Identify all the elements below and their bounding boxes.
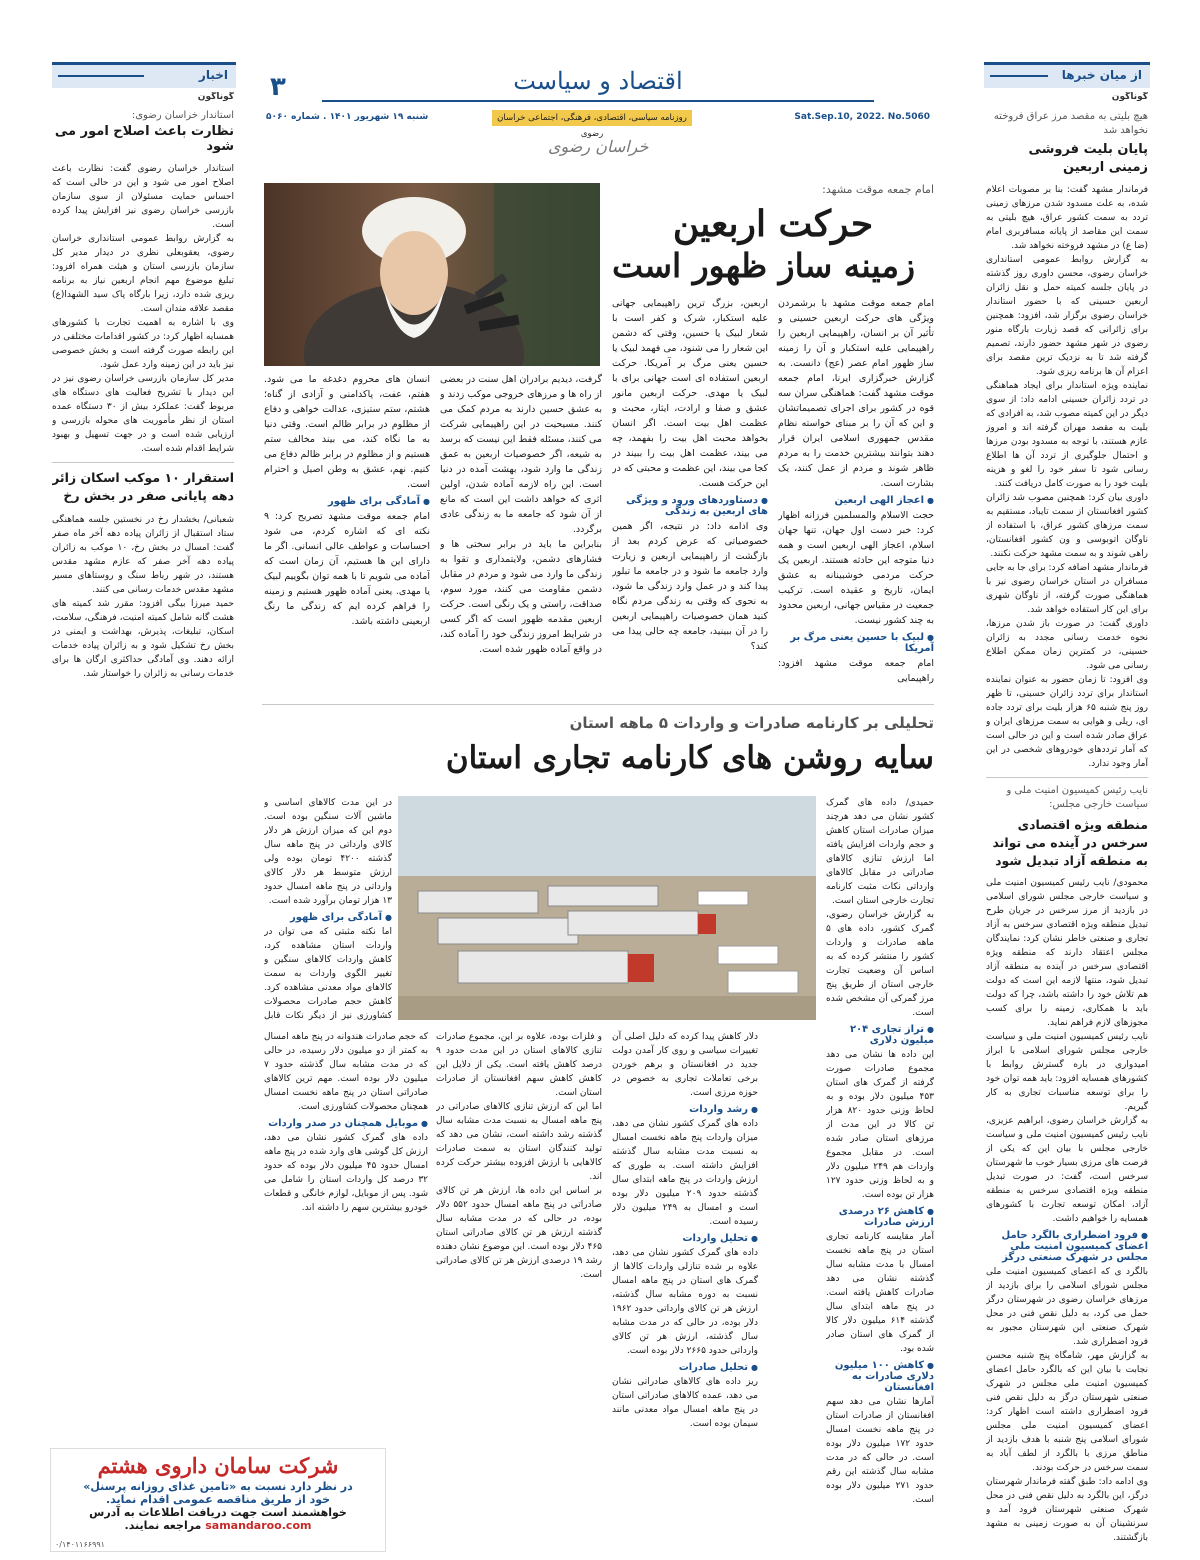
paragraph: وی ادامه داد: در نتیجه، اگر همین خصوصیاتی که عرض کردم بعد از بازگشت از راهپیمایی اربعین و زیارت وارد جامعه ما شود و در جامعه ما تبلور پیدا کند و در عمل وارد زندگی ما شود، به نحوی که وقتی به زندگی مردم نگاه کنید همان خصوصیات راهپیمایی اربعین را در آن ببینید، جامعه چه حالی پیدا می کند؟ xyxy=(612,521,768,652)
divider xyxy=(986,777,1148,778)
paragraph: حمید میرزا بیگی افزود: مقرر شد کمیته های هشت گانه شامل کمیته امنیت، فرهنگی، سلامت، اسکان، تبلیغات، پذیرش، بهداشت و ایمنی در بخش رخ تشکیل شود و به زائران پیاده خدمات ارائه دهند. وی آمادگی حداکثری ارگان ها برای خدمات رسانی به زائران را خواستار شد. xyxy=(52,599,234,679)
subheading: ● لبیک با حسین یعنی مرگ بر آمریکا xyxy=(778,632,934,654)
right-column xyxy=(986,92,1148,1542)
feature-col-5 xyxy=(264,796,392,1022)
header-rule xyxy=(990,75,1048,77)
right-column-header xyxy=(984,62,1150,88)
paragraph: محمودی/ نایب رئیس کمیسیون امنیت ملی و سیاست خارجی مجلس شورای اسلامی در بازدید از مرز سرخس در جریان طرح تبدیل منطقه ویژه اقتصادی سرخس به آزاد تجاری و صنعتی خاطر نشان کرد: نمایندگان مجلس اعتقاد دارند که منطقه ویژه اقتصادی سرخس در آینده به منطقه آزاد تبدیل شود، منتها لازمه این است که دولت هم تلاش خود را داشته باشد، چرا که دولت باید با همکاری، زمینه را برای کسب مجوزهای لازم فراهم نماید. xyxy=(986,878,1148,1028)
trucks-photo xyxy=(398,796,816,1020)
paper-logo: خراسان رضوی xyxy=(548,137,649,156)
paragraph: به گزارش مهر، شامگاه پنج شنبه محسن نجابت با بیان این که بالگرد حامل اعضای کمیسیون امنیت ملی مجلس در شهرک صنعتی شهرستان درگز به دلیل نقص فنی فرود اضطراری داشته است اظهار کرد: اعضای کمیسیون امنیت ملی مجلس شورای اسلامی پنج شنبه با هدف بازدید از مناطق مرزی با بالگرد از لطف آباد به سمت سرخس در حرکت بودند. xyxy=(986,1351,1148,1473)
paragraph: بنابراین ما باید در برابر سختی ها و فشارهای دشمن، ولایتمداری و تقوا به زندگی ما وارد می شود و مردم در مقابل دشمن مقاومت می کنند، مورد سوم، صداقت، راستی و یک رنگی است. حرکت اربعین مقدمه ظهور است که اگر کسی در شرایط امروز زندگی خود را آماده کند، در واقع آماده ظهور شده است. xyxy=(440,539,602,655)
paragraph: استاندار خراسان رضوی گفت: نظارت باعث اصلاح امور می شود و این در حالی است که احساس حمایت مسئولان از سوی سازمان بازرسی خراسان رضوی نیز افزایش پیدا کرده است. xyxy=(52,164,234,230)
date-en: Sat.Sep.10, 2022. No.5060 xyxy=(794,112,930,122)
paragraph: دلار کاهش پیدا کرده که دلیل اصلی آن تغییرات سیاسی و روی کار آمدن دولت جدید در افغانستان و برهم خوردن برخی تعاملات تجاری به خصوص در حوزه مرزی است. xyxy=(612,1032,758,1098)
story-kicker: استاندار خراسان رضوی: xyxy=(131,110,234,121)
paragraph: این داده ها نشان می دهد مجموع صادرات صورت گرفته از گمرک های استان ۴۵۳ میلیون دلار بوده و به لحاظ وزنی حدود ۸۲۰ هزار تن کالا در این مدت از مرزهای استان صادر شده است. در مقابل مجموع واردات هم ۲۴۹ میلیون دلار و به لحاظ وزنی حدود ۱۲۷ هزار تن بوده است. xyxy=(826,1050,934,1200)
cleric-photo xyxy=(264,183,600,366)
paragraph: فرماندار مشهد گفت: بنا بر مصوبات اعلام شده، به علت مسدود شدن مرزهای زمینی تردد به سمت کشور عراق، هیچ بلیتی به سمت این مقاصد از پایانه مسافربری امام (ضا ع) در مشهد فروخته نخواهد شد. xyxy=(986,185,1148,251)
paragraph: داده های گمرک کشور نشان می دهد، علاوه بر شده تنازلی واردات کالاها از گمرک های استان در پنج ماهه امسال نسبت به دوره مشابه سال گذشته، ارزش هر تن کالای وارداتی حدود ۱۹۶۲ دلار بوده، در حالی که در مدت مشابه سال گذشته، ارزش هر تن کالای وارداتی حدود ۲۶۶۵ دلار بوده است. xyxy=(612,1248,758,1356)
paragraph: فرماندار مشهد اضافه کرد: برای جا به جایی مسافران در استان خراسان رضوی نیز با هماهنگی صورت گرفته، از ناوگان شهری برای این کار استفاده خواهد شد. xyxy=(986,563,1148,615)
story-kicker: نایب رئیس کمیسیون امنیت ملی و سیاست خارجی مجلس: xyxy=(1006,785,1148,810)
subheading: ● آمادگی برای ظهور xyxy=(264,912,392,923)
feature-headline: سایه روشن های کارنامه تجاری استان xyxy=(445,740,934,776)
ad-url[interactable]: samandaroo.com xyxy=(205,1519,312,1532)
lead-col-3 xyxy=(440,372,602,696)
subheading: ● تحلیل واردات xyxy=(612,1233,758,1244)
ad-line: خود از طریق مناقصه عمومی اقدام نماید. xyxy=(105,1493,331,1506)
cleric-photo-graphic xyxy=(264,183,600,366)
feature-col-2 xyxy=(612,1030,758,1530)
right-section-label: از میان خبرها xyxy=(1061,68,1142,82)
left-column-header xyxy=(52,62,236,88)
story-headline: نظارت باعث اصلاح امور می شود xyxy=(54,124,234,154)
paragraph: نماینده ویژه استاندار برای ایجاد هماهنگی در تردد زائران حسینی ادامه داد: از سوی دیگر در این کمیته مصوب شد، به افرادی که بلیت به مقصد مهران گرفته اند و امروز عازم هستند، با توجه به مسدود بودن مرزها و احتمال جلوگیری از تردد آن ها اطلاع رسانی شود تا سفر خود را لغو و هزینه بلیت خود را به صورت کامل دریافت کنند. xyxy=(986,381,1148,489)
ad-line: در نظر دارد نسبت به «تامین غذای روزانه پرسنل» xyxy=(83,1480,353,1493)
subheading: ● اعجاز الهی اربعین xyxy=(778,495,934,506)
story-headline: پایان بلیت فروشی زمینی اربعین xyxy=(1028,142,1148,175)
subheading: ● دستاوردهای ورود و ویژگی های اربعین به زندگی xyxy=(612,495,768,517)
subheading: ● فرود اضطراری بالگرد حامل اعضای کمیسیون امنیت ملی مجلس در شهرک صنعتی درگز xyxy=(986,1230,1148,1263)
paragraph: امام جمعه موقت مشهد با برشمردن ویژگی های حرکت اربعین حسینی و تأثیر آن بر انسان، راهپیمایی اربعین را راهپیمایی علیه استکبار و آن را زمینه ساز ظهور امام عصر (عج) دانست. به گزارش خبرگزاری ایرنا، امام جمعه موقت مشهد گفت: هماهنگی سران سه قوه در کشور برای اجرای تصمیماتشان و این که آن را بر مبنای خواسته نظام مقدس جمهوری اسلامی ایران قرار دهند بتوانند بیشترین خدمت را به مردم ظاهر شوند و مردم از عمل کنند، یک بشارت است. xyxy=(778,298,934,489)
ad-line: مراجعه نمایند. xyxy=(124,1519,202,1532)
lead-headline-2: زمینه ساز ظهور است xyxy=(612,246,916,285)
paragraph: مدیر کل سازمان بازرسی خراسان رضوی نیز در این دیدار با تشریح فعالیت های دستگاه های مربوط گفت: عملکرد بیش از ۳۰ دستگاه عمده استان از نظر مأموریت های محوله بازرسی و ارزیابی شده است و در جهت تسهیل و بهبود شرایط اقدام شده است. xyxy=(52,374,234,454)
subheading: ● کاهش ۱۰۰ میلیون دلاری صادرات به افغانستان xyxy=(826,1360,934,1393)
paragraph: اربعین، بزرگ ترین راهپیمایی جهانی علیه استکبار، شرک و کفر است با شعار لبیک یا حسین، وقتی که دشمن این شعار را می شنود، می فهمد لبیک یا حسین یعنی مرگ بر آمریکا. حرکت اربعین استفاده ای است جهانی برای با لبیک یا مهدی. حرکت اربعین مانور عشق و صفا و ارادت، ایثار، محبت و عظمت اهل بیت است. اگر انسان بخواهد محبت اهل بیت را بفهمد، چه می بیند، عظمت اهل بیت را ببیند در کجا می بیند، این عظمت و محبتی که در این حرکت هست. xyxy=(612,298,768,489)
paragraph: به گزارش خراسان رضوی، گمرک کشور، داده های ۵ ماهه صادرات و واردات کشور را منتشر کرده که به اساس آن وضعیت تجارت خارجی استان از طریق پنج مرز گمرکی آن مشخص شده است. xyxy=(826,910,934,1018)
section-title: اقتصاد و سیاست xyxy=(322,62,874,102)
feature-col-3 xyxy=(436,1030,602,1530)
paragraph: به گزارش روابط عمومی استانداری خراسان رضوی، یعقوبعلی نظری در دیدار مدیر کل سازمان بازرسی استان و هیئت همراه افزود: تبلیغ موضوع مهم انجام اربعین نیاز به برنامه ریزی شده دارد، زیرا بارگاه پاک سید الشهدا(ع) مقصد علاقه مندان است. xyxy=(52,234,234,314)
paragraph: حمیدی/ داده های گمرک کشور نشان می دهد هرچند میزان صادرات استان کاهش و حجم واردات افزایش یافته اما ارزش تنازی کالاهای صادراتی در مقابل کالاهای وارداتی نکات مثبت کارنامه تجارت خارجی استان است. xyxy=(826,798,934,906)
left-section-label: اخبار xyxy=(198,68,228,82)
story-headline: استقرار ۱۰ موکب اسکان زائر دهه پایانی صفر در بخش رخ xyxy=(52,470,234,503)
masthead xyxy=(262,62,934,139)
paragraph: بالگرد ی که اعضای کمیسیون امنیت ملی مجلس شورای اسلامی را برای بازدید از مرزهای خراسان رضوی در شهرستان درگز حمل می کرد، به دلیل نقص فنی در محل شهرک صنعتی این شهرستان مجبور به فرود اضطراری شد. xyxy=(986,1267,1148,1347)
paragraph: اما این که ارزش تنازی کالاهای صادراتی در پنج ماهه امسال به نسبت مدت مشابه سال گذشته رشد داشته است، نشان می دهد که تولید کنندگان استان به سمت صادرات کالاهایی با ارزش افزوده بیشتر حرکت کرده اند. xyxy=(436,1102,602,1182)
page-number: ۳ xyxy=(270,72,286,102)
paragraph: ریز داده های کالاهای صادراتی نشان می دهد، عمده کالاهای صادراتی استان در پنج ماهه امسال مواد معدنی مانند سیمان بوده است. xyxy=(612,1377,758,1429)
paragraph: وی با اشاره به اهمیت تجارت با کشورهای همسایه اظهار کرد: در کشور اقدامات مختلفی در این رابطه صورت گرفته است و بخش خصوصی نیز باید در این زمینه وارد عمل شود. xyxy=(52,318,234,370)
paragraph: امام جمعه موقت مشهد افزود: راهپیمایی xyxy=(778,658,934,684)
subheading: ● رشد واردات xyxy=(612,1104,758,1115)
ad-line: خواهشمند است جهت دریافت اطلاعات به آدرس xyxy=(89,1506,347,1519)
ad-title: شرکت سامان داروی هشتم xyxy=(97,1453,339,1478)
feature-col-4 xyxy=(264,1030,428,1440)
paragraph: نایب رئیس کمیسیون امنیت ملی و سیاست خارجی مجلس شورای اسلامی با ابراز امیدواری در باره گسترش روابط با کشورهای همسایه افزود: باید همه توان خود را برای توسعه مناسبات تجاری به کار گیریم. xyxy=(986,1032,1148,1112)
paragraph: داده های گمرک کشور نشان می دهد، ارزش کل گوشی های وارد شده در پنج ماهه امسال حدود ۴۵ میلیون دلار بوده که حدود ۳۲ درصد کل واردات استان را شامل می شود. پس از موبایل، لوازم خانگی و قطعات خودرو بیشترین سهم را داشته اند. xyxy=(264,1133,428,1213)
feature-col-1 xyxy=(826,796,934,1530)
subheading: ● تراز تجاری ۲۰۴ میلیون دلاری xyxy=(826,1024,934,1046)
paragraph: به گزارش روابط عمومی استانداری خراسان رضوی، محسن داوری روز گذشته در پایان جلسه کمیته حمل و نقل زائران اربعین حسینی که با حضور استاندار خراسان رضوی برگزار شد، افزود: همچنین برای زائرانی که قصد زیارت بارگاه منور رضوی در شهر مشهد حضور دارند، تصمیم گرفته شد تا به نزدیک ترین مقصد برای اعزام آن ها برنامه ریزی شود. xyxy=(986,255,1148,377)
right-column-tag: گوناگون xyxy=(1111,92,1148,102)
paragraph: داوری بیان کرد: همچنین مصوب شد زائران کشور افغانستان از سمت تایباد، مستقیم به سمت مرزهای کشور عراق، با استفاده از ناوگان اتوبوسی و ون کشور افغانستان، راهی شوند و به سمت مشهد حرکت نکنند. xyxy=(986,493,1148,559)
lead-col-4 xyxy=(264,372,430,696)
header-rule xyxy=(58,75,144,77)
subheading: ● تحلیل صادرات xyxy=(612,1362,758,1373)
paragraph: بر اساس این داده ها، ارزش هر تن کالای صادراتی در پنج ماهه امسال حدود ۵۵۲ دلار بوده، در حالی که در مدت مشابه سال گذشته ارزش هر تن کالای صادراتی استان ۴۶۵ دلار بوده است. این موضوع نشان دهنده رشد ۱۹ درصدی ارزش هر تن کالای صادراتی است. xyxy=(436,1186,602,1280)
paragraph: وی ادامه داد: طبق گفته فرماندار شهرستان درگز، این بالگرد به دلیل نقص فنی در محل شهرک صنعتی شهرستان فرود آمد و سرنشینان آن به صورت زمینی به مشهد بازگشتند. xyxy=(986,1477,1148,1542)
date-fa: شنبه ۱۹ شهریور ۱۴۰۱ . شماره ۵۰۶۰ xyxy=(266,112,429,122)
lead-col-1 xyxy=(778,296,934,696)
ad-code: ۰/۱۴۰۱۱۶۶۹۹۱ xyxy=(55,1540,105,1549)
ad-url-line xyxy=(51,1519,385,1532)
subheading: ● آمادگی برای ظهور xyxy=(264,496,430,507)
advertisement xyxy=(50,1448,386,1552)
paragraph: آمار مقایسه کارنامه تجاری استان در پنج ماهه نخست امسال با مدت مشابه سال گذشته نشان می دهد صادرات کاهش یافته است. در پنج ماهه ابتدای سال گذشته ۶۱۴ میلیون دلار کالا از گمرک های استان صادر شده بود. xyxy=(826,1232,934,1354)
paragraph: حجت الاسلام والمسلمین فرزانه اظهار کرد: خبر دست اول جهان، تنها جهان اسلام، اعجاز الهی اربعین است و همه دنیا متوجه این حادثه هستند. اربعین یک حرکت مردمی خوشبینانه به عشق ایمان، تاریخ و عقیده است. ترکیب جمعیت در مقیاس جهانی، اربعین محدود به چند کشور نیست. xyxy=(778,510,934,626)
paragraph: شعبانی/ بخشدار رخ در نخستین جلسه هماهنگی ستاد استقبال از زائران پیاده دهه آخر ماه صفر گفت: امسال در بخش رخ، ۱۰ موکب به زائران پیاده دهه آخر صفر که عازم مشهد مقدس هستند، در شهر رباط سنگ و روستاهای مسیر مشهد مقدس خدمات رسانی می کنند. xyxy=(52,515,234,595)
divider xyxy=(52,462,234,463)
paragraph: به گزارش خراسان رضوی، ابراهیم عزیزی، نایب رئیس کمیسیون امنیت ملی و سیاست خارجی مجلس با بیان این که یکی از فرصت های مرزی بسیار خوب ما شهرستان سرخس است، گفت: در صورت تبدیل منطقه ویژه اقتصادی سرخس به منطقه آزاد، امکان توسعه تجارت با کشورهای همسایه را خواهیم داشت. xyxy=(986,1116,1148,1224)
lead-headline-1: حرکت اربعین xyxy=(672,203,874,245)
trucks-photo-graphic xyxy=(398,796,816,1020)
paragraph: اما نکته مثبتی که می توان در واردات استان مشاهده کرد، کاهش واردات کالاهای سنگین و تغییر الگوی واردات به سمت کالاهای مواد معدنی مشاهده کرد. کاهش حجم صادرات محصولات کشاورزی نیز از دیگر نکات قابل xyxy=(264,927,392,1021)
paragraph: داده های گمرک کشور نشان می دهد، میزان واردات پنج ماهه نخست امسال به نسبت مدت مشابه سال گذشته افزایش داشته است. به طوری که ارزش واردات در پنج ماهه ابتدای سال گذشته حدود ۲۰۹ میلیون دلار بوده است و امسال به ۲۴۹ میلیون دلار رسیده است. xyxy=(612,1119,758,1227)
paragraph: آمارها نشان می دهد سهم افغانستان از صادرات استان در پنج ماهه نخست امسال حدود ۱۷۲ میلیون دلار بوده است. در حالی که در مدت مشابه سال گذشته این رقم حدود ۲۷۱ میلیون دلار بوده است. xyxy=(826,1397,934,1505)
lead-headline-block xyxy=(612,183,934,291)
paragraph: در این مدت کالاهای اساسی و ماشین آلات سنگین بوده است. دوم این که میزان ارزش هر دلار کالای وارداتی در پنج ماهه سال گذشته ۴۲۰۰ تومان بوده ولی ارزش متوسط هر دلار کالای وارداتی در پنج ماهه امسال حدود ۱۳ هزار تومان برآورد شده است. xyxy=(264,798,392,906)
lead-col-2 xyxy=(612,296,768,696)
paper-subtitle: روزنامه سیاسی، اقتصادی، فرهنگی، اجتماعی خراسان رضوی xyxy=(492,110,692,126)
paragraph: امام جمعه موقت مشهد تصریح کرد: ۹ نکته ای که اشاره کردم، می شود احساسات و عواطف عالی انسانی. اگر ما دارای این ها هستیم، آن زمان است که آماده می شویم تا با همه توان بگوییم لبیک یا مهدی. یعنی آماده ظهور هستیم و زمینه را فراهم کرده ایم که زندگی ما رنگ اربعینی داشته باشد. xyxy=(264,511,430,627)
paragraph: و فلزات بوده، علاوه بر این، مجموع صادرات تنازی کالاهای استان در این مدت حدود ۹ درصد کاهش یافته است. یکی از دلایل این کاهش کاهش سهم افغانستان از صادرات استان است. xyxy=(436,1032,602,1098)
paragraph: وی افزود: تا زمان حضور به عنوان نماینده استاندار برای تردد زائران حسینی، تا ظهر روز پنج شنبه ۶۵ هزار بلیت برای تردد جاده ای، ریلی و هوایی به سمت مرزهای ایران و عراق صادر شده است و این در حالی است که آمار ترددهای خودروهای شخصی در این آمار وجود ندارد. xyxy=(986,675,1148,769)
paragraph: داوری گفت: در صورت باز شدن مرزها، نحوه خدمت رسانی مجدد به زائران حسینی، در کمترین زمان ممکن اطلاع رسانی می شود. xyxy=(986,619,1148,671)
subheading: ● موبایل همچنان در صدر واردات xyxy=(264,1118,428,1129)
paragraph: گرفت، دیدیم برادران اهل سنت در بعضی از راه ها و مرزهای خروجی موکب زدند و به عشق حسین دارند به مردم کمک می کنند. مسیحیت در این راهپیمایی شرکت می کنند، مسئله فقط این نیست که برسد به شیعه، اگر خصوصیات اربعین به عمق زندگی ما وارد شود، بهشت آمده در دنیا است. این راه لازمه آماده شدن، اولین اثری که خواهد داشت این است که مانع از آن شود که جامعه ما به زندگی عادی برگردد. xyxy=(440,374,602,535)
left-column-tag: گوناگون xyxy=(197,92,234,102)
subheading: ● کاهش ۲۶ درصدی ارزش صادرات xyxy=(826,1206,934,1228)
paragraph: که حجم صادرات هندوانه در پنج ماهه امسال به کمتر از دو میلیون دلار رسیده، در حالی که در مدت مشابه سال گذشته حدود ۷ میلیون دلار بوده است. مهم ترین کالاهای صادراتی استان در پنج ماهه نخست امسال همچنان محصولات کشاورزی است. xyxy=(264,1032,428,1112)
feature-headline-block xyxy=(262,714,934,794)
story-kicker: هیچ بلیتی به مقصد مرز عراق فروخته نخواهد شد xyxy=(993,111,1148,136)
lead-kicker: امام جمعه موقت مشهد: xyxy=(822,183,934,196)
masthead-bar xyxy=(262,108,934,139)
divider xyxy=(262,704,934,705)
feature-kicker: تحلیلی بر کارنامه صادرات و واردات ۵ ماهه استان xyxy=(569,714,934,732)
paragraph: انسان های محروم دغدغه ما می شود. هفتم، عفت، پاکدامنی و آزادی از گناه؛ هشتم، ستم ستیزی، عدالت خواهی و دفاع از مظلوم در برابر ظالم است. وقتی دنیا به ما نگاه کند، می بیند مخالف ستم هستیم و از مظلوم در برابر ظالم دفاع می کنیم. نهم، عشق به وطن اصیل و احترام است. xyxy=(264,374,430,490)
story-headline: منطقه ویژه اقتصادی سرخس در آینده می تواند به منطقه آزاد تبدیل شود xyxy=(992,817,1148,868)
left-column xyxy=(52,92,234,1437)
